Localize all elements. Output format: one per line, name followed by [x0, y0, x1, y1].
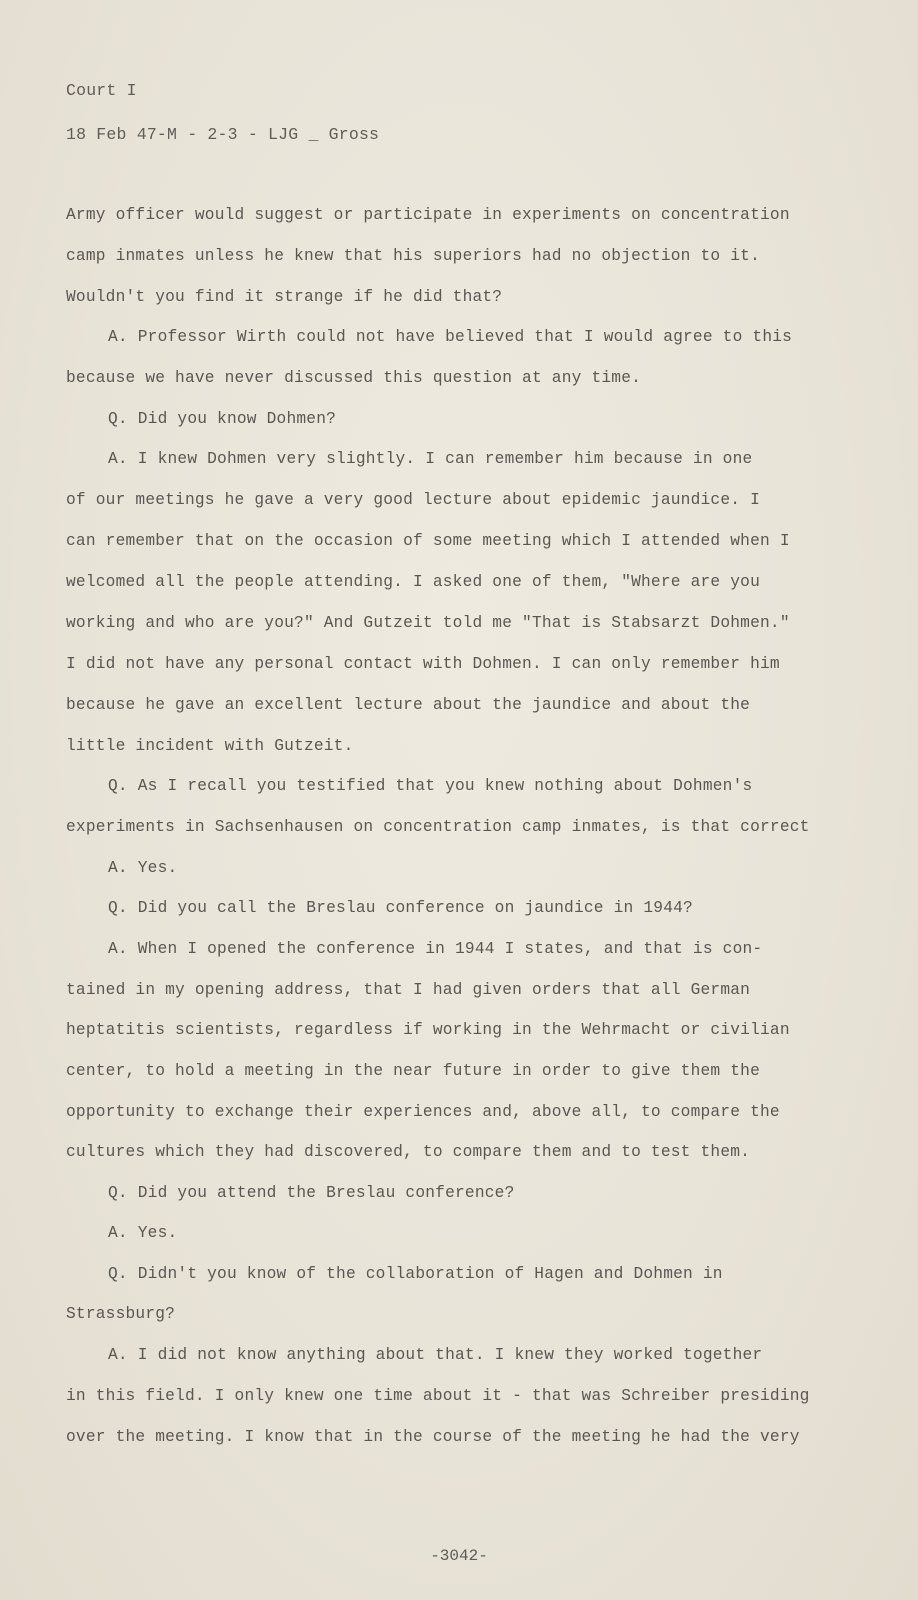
text-line: camp inmates unless he knew that his superiors had no objection to it.	[66, 247, 760, 265]
text-line: A. Professor Wirth could not have believed that I would agree to this	[108, 328, 793, 346]
text-line: little incident with Gutzeit.	[66, 737, 354, 755]
text-line: experiments in Sachsenhausen on concentration camp inmates, is that correct	[66, 818, 810, 836]
page-number: -3042-	[430, 1547, 488, 1565]
text-line: center, to hold a meeting in the near future in order to give them the	[66, 1062, 760, 1080]
text-line: Q. As I recall you testified that you knew nothing about Dohmen's	[108, 777, 753, 795]
text-line: cultures which they had discovered, to compare them and to test them.	[66, 1143, 751, 1161]
text-line: because we have never discussed this question at any time.	[66, 369, 642, 387]
text-line: welcomed all the people attending. I asked one of them, "Where are you	[66, 573, 760, 591]
text-line: of our meetings he gave a very good lecture about epidemic jaundice. I	[66, 491, 760, 509]
session-header: 18 Feb 47-M - 2-3 - LJG _ Gross	[66, 125, 380, 144]
text-line: Q. Did you know Dohmen?	[108, 410, 337, 428]
text-line: Army officer would suggest or participate in experiments on concentration	[66, 206, 790, 224]
text-line: Q. Did you attend the Breslau conference?	[108, 1184, 515, 1202]
court-label: Court I	[66, 81, 137, 100]
text-line: because he gave an excellent lecture about the jaundice and about the	[66, 696, 751, 714]
text-line: A. I did not know anything about that. I knew they worked together	[108, 1346, 763, 1364]
text-line: tained in my opening address, that I had given orders that all German	[66, 981, 751, 999]
text-line: Strassburg?	[66, 1305, 176, 1323]
text-line: Wouldn't you find it strange if he did that?	[66, 288, 503, 306]
text-line: heptatitis scientists, regardless if working in the Wehrmacht or civilian	[66, 1021, 790, 1039]
text-line: I did not have any personal contact with Dohmen. I can only remember him	[66, 655, 780, 673]
text-line: A. When I opened the conference in 1944 I states, and that is con-	[108, 940, 763, 958]
text-line: A. I knew Dohmen very slightly. I can remember him because in one	[108, 450, 753, 468]
text-line: Q. Did you call the Breslau conference on jaundice in 1944?	[108, 899, 693, 917]
text-line: A. Yes.	[108, 1224, 178, 1242]
text-line: opportunity to exchange their experiences and, above all, to compare the	[66, 1103, 780, 1121]
text-line: in this field. I only knew one time about it - that was Schreiber presiding	[66, 1387, 810, 1405]
text-line: can remember that on the occasion of some meeting which I attended when I	[66, 532, 790, 550]
text-line: A. Yes.	[108, 859, 178, 877]
text-line: Q. Didn't you know of the collaboration of Hagen and Dohmen in	[108, 1265, 723, 1283]
text-line: over the meeting. I know that in the course of the meeting he had the very	[66, 1428, 800, 1446]
text-line: working and who are you?" And Gutzeit told me "That is Stabsarzt Dohmen."	[66, 614, 790, 632]
